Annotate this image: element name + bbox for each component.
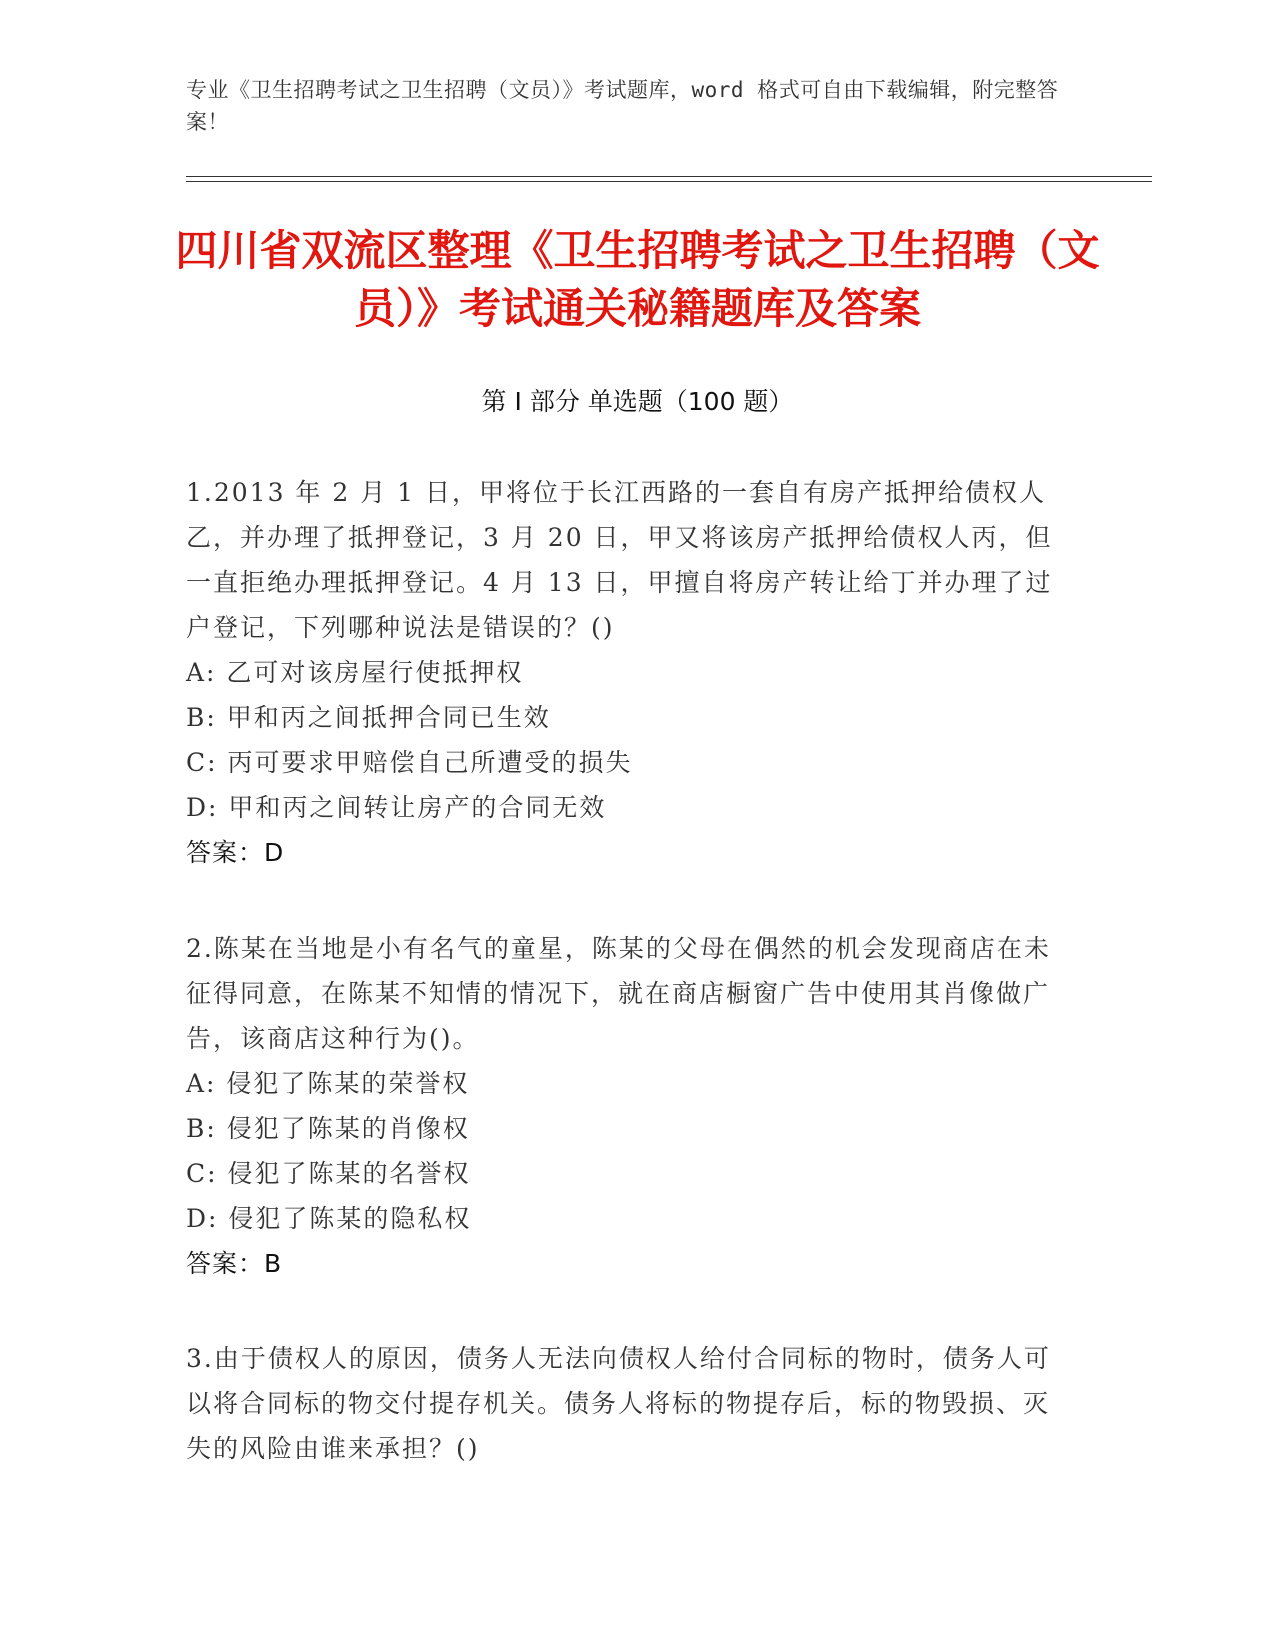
question-1 bbox=[186, 470, 1066, 875]
answer: 答案：D bbox=[186, 838, 285, 867]
option-c: C: 丙可要求甲赔偿自己所遭受的损失 bbox=[186, 748, 633, 777]
option-d: D: 甲和丙之间转让房产的合同无效 bbox=[186, 793, 607, 822]
option-c: C: 侵犯了陈某的名誉权 bbox=[186, 1159, 471, 1188]
header-divider-bottom bbox=[186, 181, 1152, 182]
option-b: B: 甲和丙之间抵押合同已生效 bbox=[186, 703, 551, 732]
option-a: A: 乙可对该房屋行使抵押权 bbox=[186, 658, 524, 687]
section-heading: 第 I 部分 单选题（100 题） bbox=[481, 387, 794, 416]
answer: 答案：B bbox=[186, 1249, 283, 1278]
question-text: 3.由于债权人的原因，债务人无法向债权人给付合同标的物时，债务人可以将合同标的物交付提存机关。债务人将标的物提存后，标的物毁损、灭失的风险由谁来承担？() bbox=[186, 1344, 1051, 1463]
question-text: 1.2013 年 2 月 1 日，甲将位于长江西路的一套自有房产抵押给债权人乙，并办理了抵押登记，3 月 20 日，甲又将该房产抵押给债权人丙，但一直拒绝办理抵押登记。4 月 13 日，甲擅自将房产转让给丁并办理了过户登记，下列哪种说法是错误的？() bbox=[186, 478, 1053, 642]
header-note: 专业《卫生招聘考试之卫生招聘（文员）》考试题库，word 格式可自由下载编辑，附完整答案！ bbox=[186, 78, 1059, 134]
question-2 bbox=[186, 926, 1066, 1286]
document-title: 四川省双流区整理《卫生招聘考试之卫生招聘（文员）》考试通关秘籍题库及答案 bbox=[175, 226, 1100, 333]
option-b: B: 侵犯了陈某的肖像权 bbox=[186, 1114, 470, 1143]
option-a: A: 侵犯了陈某的荣誉权 bbox=[186, 1069, 470, 1098]
question-3 bbox=[186, 1336, 1066, 1471]
question-text: 2.陈某在当地是小有名气的童星，陈某的父母在偶然的机会发现商店在未征得同意，在陈某不知情的情况下，就在商店橱窗广告中使用其肖像做广告，该商店这种行为()。 bbox=[186, 934, 1051, 1053]
option-d: D: 侵犯了陈某的隐私权 bbox=[186, 1204, 472, 1233]
header-divider-top bbox=[186, 176, 1152, 177]
